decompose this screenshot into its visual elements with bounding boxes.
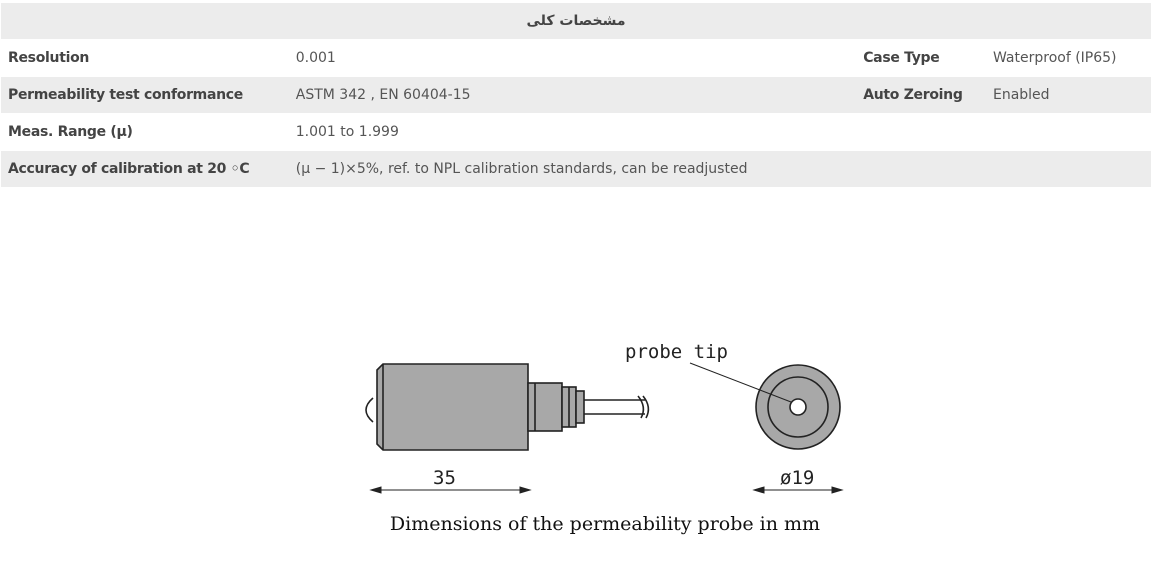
table-row bbox=[1, 40, 1151, 77]
spec-value-meas-range: 1.001 to 1.999 bbox=[289, 114, 856, 151]
probe-tip-label: probe tip bbox=[625, 341, 728, 363]
table-row bbox=[1, 114, 1151, 151]
spec-label-auto-zeroing: Auto Zeroing bbox=[856, 77, 986, 114]
probe-end-view bbox=[756, 365, 840, 449]
probe-drawing bbox=[355, 330, 855, 520]
spec-label-empty bbox=[856, 114, 986, 151]
diameter-dimension-label: ø19 bbox=[780, 467, 815, 489]
spec-value-empty bbox=[986, 114, 1151, 151]
table-header-row bbox=[1, 3, 1151, 40]
length-dimension-label: 35 bbox=[433, 467, 456, 489]
spec-value-resolution: 0.001 bbox=[289, 40, 856, 77]
spec-label-accuracy: Accuracy of calibration at 20 ◦C bbox=[1, 151, 289, 188]
spec-value-accuracy: (μ − 1)×5%, ref. to NPL calibration standards, can be readjusted bbox=[289, 151, 1151, 188]
spec-label-resolution: Resolution bbox=[1, 40, 289, 77]
spec-label-case-type: Case Type bbox=[856, 40, 986, 77]
table-title: مشخصات کلی bbox=[1, 3, 1151, 40]
spec-value-auto-zeroing: Enabled bbox=[986, 77, 1151, 114]
figure-caption: Dimensions of the permeability probe in mm bbox=[389, 513, 821, 535]
table-row bbox=[1, 77, 1151, 114]
table-row bbox=[1, 151, 1151, 188]
probe-side-view bbox=[366, 364, 648, 450]
spec-label-permeability-test: Permeability test conformance bbox=[1, 77, 289, 114]
spec-value-case-type: Waterproof (IP65) bbox=[986, 40, 1151, 77]
spec-label-meas-range: Meas. Range (μ) bbox=[1, 114, 289, 151]
spec-value-permeability-test: ASTM 342 , EN 60404-15 bbox=[289, 77, 856, 114]
specifications-table bbox=[1, 2, 1151, 187]
